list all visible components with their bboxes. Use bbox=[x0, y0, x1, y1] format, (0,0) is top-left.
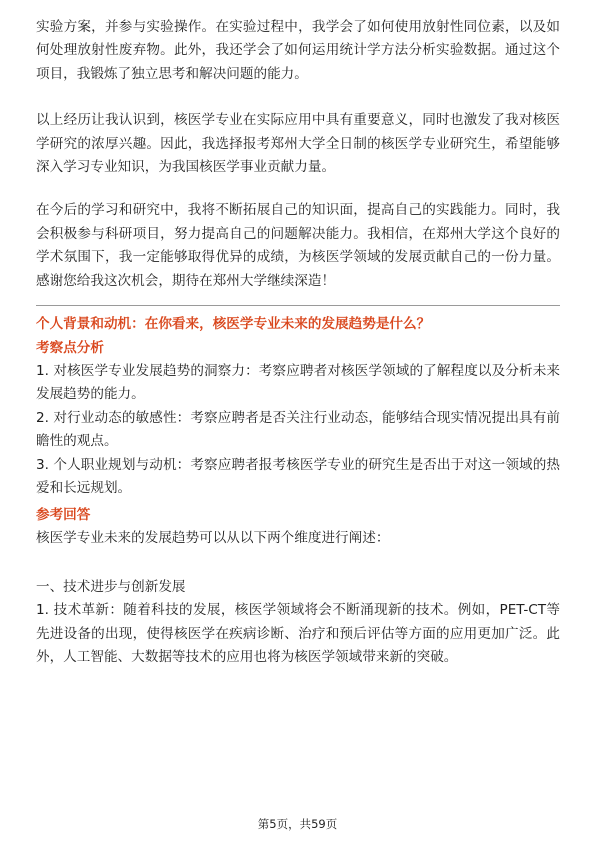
question-title: 个人背景和动机：在你看来，核医学专业未来的发展趋势是什么？ bbox=[36, 316, 431, 333]
answer-intro: 核医学专业未来的发展趋势可以从以下两个维度进行阐述： bbox=[36, 529, 390, 546]
body-paragraph-3: 在今后的学习和研究中，我将不断拓展自己的知识面，提高自己的实践能力。同时，我会积极参与科研项目，努力提高自己的问题解决能力。我相信，在郑州大学这个良好的学术氛围下，我一定能够取得优异的成绩，为核医学领域的发展贡献自己的一份力量。感谢您给我这次机会，期待在郑州大学继续深造！ bbox=[36, 202, 560, 289]
page-content bbox=[36, 16, 560, 670]
section-divider bbox=[36, 305, 560, 306]
body-paragraph-1: 实验方案，并参与实验操作。在实验过程中，我学会了如何使用放射性同位素，以及如何处理放射性废弃物。此外，我还学会了如何运用统计学方法分析实验数据。通过这个项目，我锻炼了独立思考和解决问题的能力。 bbox=[36, 19, 560, 82]
answer-heading: 参考回答 bbox=[36, 506, 91, 523]
analysis-item-3: 3. 个人职业规划与动机：考察应聘者报考核医学专业的研究生是否出于对这一领域的热爱和长远规划。 bbox=[36, 456, 560, 497]
analysis-item-2: 2. 对行业动态的敏感性：考察应聘者是否关注行业动态，能够结合现实情况提出具有前瞻性的观点。 bbox=[36, 409, 560, 450]
body-paragraph-2: 以上经历让我认识到，核医学专业在实际应用中具有重要意义，同时也激发了我对核医学研究的浓厚兴趣。因此，我选择报考郑州大学全日制的核医学专业研究生，希望能够深入学习专业知识，为我国核医学事业贡献力量。 bbox=[36, 112, 560, 176]
answer-item-1: 1. 技术革新：随着科技的发展，核医学领域将会不断涌现新的技术。例如，PET-CT等先进设备的出现，使得核医学在疾病诊断、治疗和预后评估等方面的应用更加广泛。此外，人工智能、大数据等技术的应用也将为核医学领域带来新的突破。 bbox=[36, 602, 560, 666]
analysis-heading: 考察点分析 bbox=[36, 340, 104, 357]
answer-section-heading: 一、技术进步与创新发展 bbox=[36, 578, 186, 595]
page-number-footer: 第5页，共59页 bbox=[257, 817, 338, 831]
analysis-item-1: 1. 对核医学专业发展趋势的洞察力：考察应聘者对核医学领域的了解程度以及分析未来发展趋势的能力。 bbox=[36, 363, 560, 403]
